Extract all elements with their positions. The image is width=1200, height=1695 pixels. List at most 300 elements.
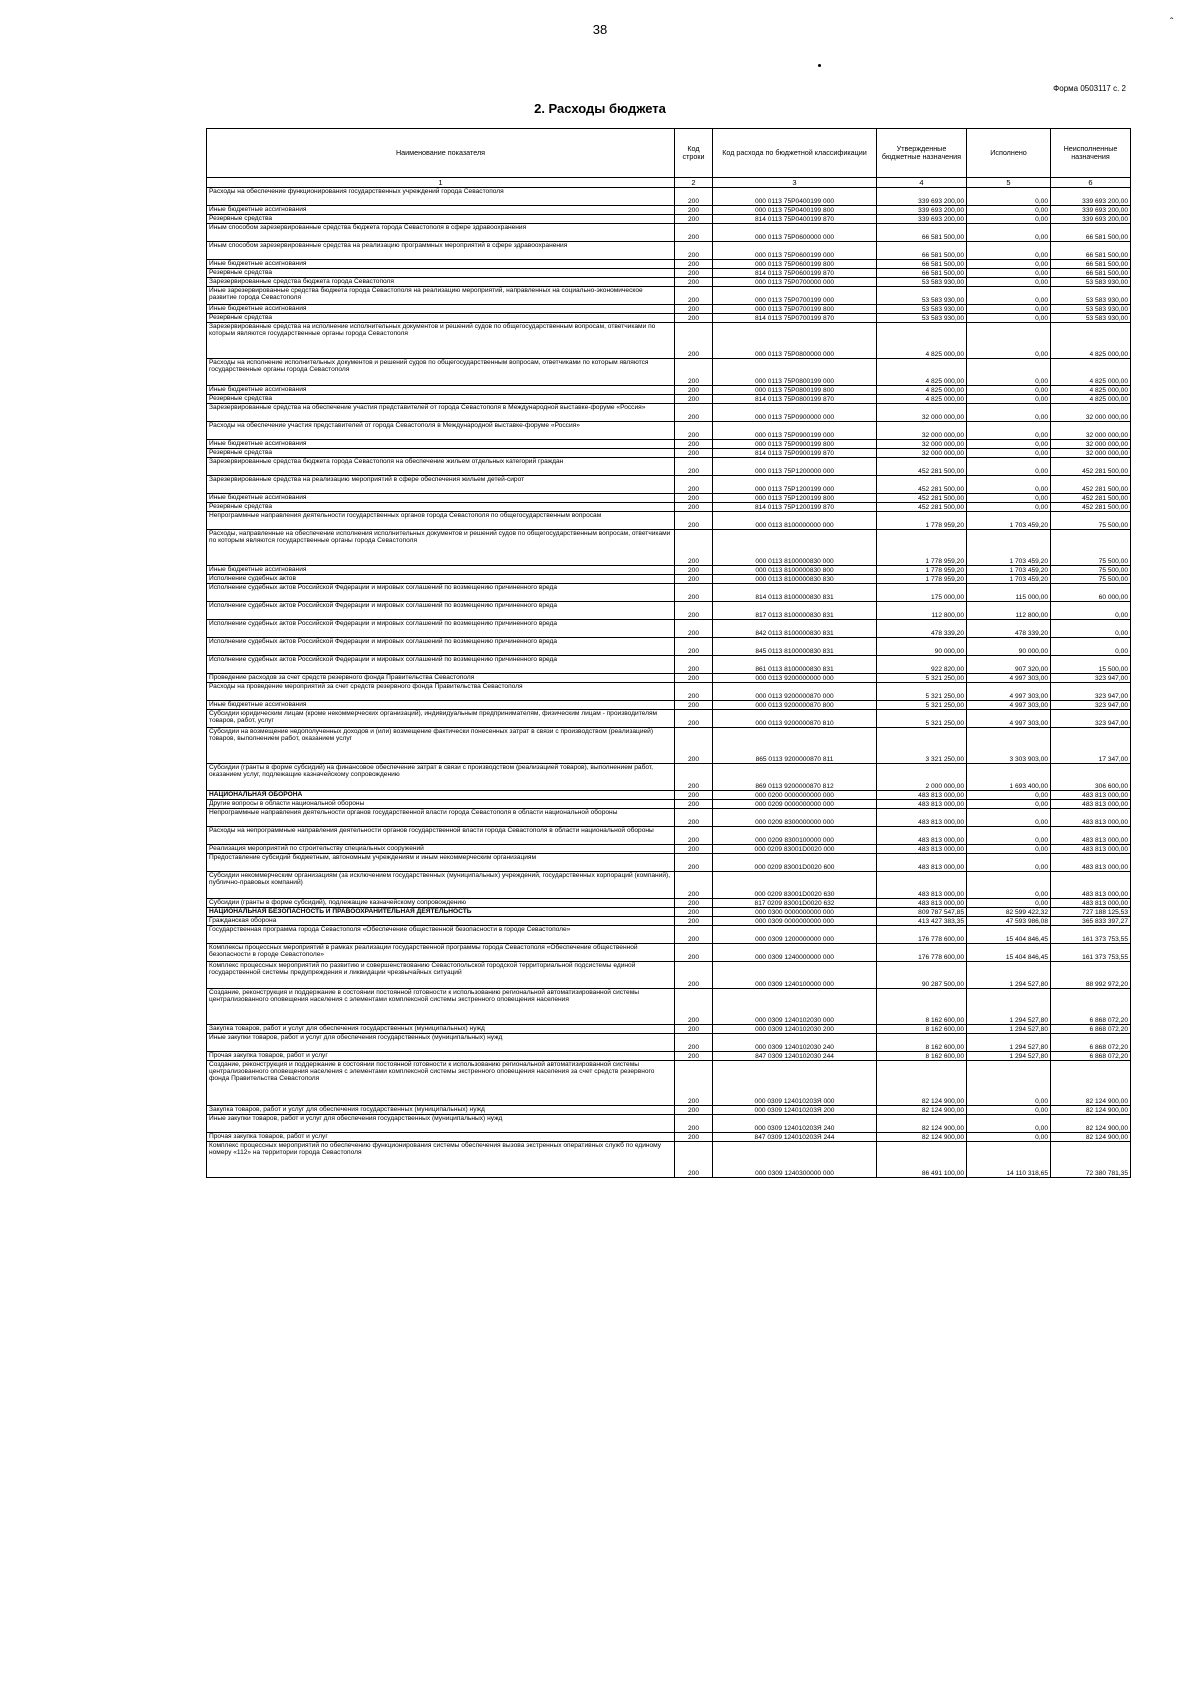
table-cell-line: 200: [675, 503, 713, 512]
table-cell-unexecuted: 339 693 200,00: [1051, 215, 1131, 224]
table-cell-code: 817 0209 83001D0020 632: [713, 899, 877, 908]
table-cell-code: 000 0113 9200000870 800: [713, 701, 877, 710]
table-cell-executed: 0,00: [967, 269, 1051, 278]
table-cell-approved: 339 693 200,00: [877, 188, 967, 206]
table-cell-name: Резервные средства: [207, 503, 675, 512]
table-cell-code: 000 0113 75Р0800000 000: [713, 323, 877, 359]
expenditure-table: [206, 128, 1131, 1178]
table-cell-line: 200: [675, 188, 713, 206]
table-cell-approved: 809 787 547,85: [877, 908, 967, 917]
table-row: [207, 638, 1131, 656]
table-cell-name: Исполнение судебных актов Российской Федерации и мировых соглашений по возмещению причиненного вреда: [207, 584, 675, 602]
table-cell-executed: 14 110 318,65: [967, 1142, 1051, 1178]
table-cell-unexecuted: 0,00: [1051, 620, 1131, 638]
table-row: [207, 395, 1131, 404]
table-cell-unexecuted: 339 693 200,00: [1051, 206, 1131, 215]
table-cell-unexecuted: 66 581 500,00: [1051, 242, 1131, 260]
table-row: [207, 440, 1131, 449]
table-cell-unexecuted: 4 825 000,00: [1051, 386, 1131, 395]
table-cell-approved: 4 825 000,00: [877, 395, 967, 404]
table-cell-code: 000 0113 75Р0700199 800: [713, 305, 877, 314]
table-cell-executed: 0,00: [967, 899, 1051, 908]
table-cell-approved: 82 124 900,00: [877, 1115, 967, 1133]
table-cell-unexecuted: 0,00: [1051, 602, 1131, 620]
table-cell-executed: 0,00: [967, 260, 1051, 269]
table-cell-code: 000 0113 75Р0900000 000: [713, 404, 877, 422]
table-cell-code: 869 0113 9200000870 812: [713, 764, 877, 791]
table-cell-name: Иные закупки товаров, работ и услуг для обеспечения государственных (муниципальных) нужд: [207, 1034, 675, 1052]
table-row: [207, 827, 1131, 845]
header-approved: Утвержденные бюджетные назначения: [877, 129, 967, 178]
table-cell-name: Проведение расходов за счет средств резервного фонда Правительства Севастополя: [207, 674, 675, 683]
column-number: 6: [1051, 178, 1131, 188]
table-cell-name: Закупка товаров, работ и услуг для обеспечения государственных (муниципальных) нужд: [207, 1025, 675, 1034]
table-row: [207, 908, 1131, 917]
table-cell-line: 200: [675, 458, 713, 476]
table-cell-name: Иные бюджетные ассигнования: [207, 440, 675, 449]
table-cell-unexecuted: 60 000,00: [1051, 584, 1131, 602]
table-cell-code: 817 0113 8100000830 831: [713, 602, 877, 620]
table-cell-code: 000 0113 75Р0600000 000: [713, 224, 877, 242]
table-cell-approved: 4 825 000,00: [877, 359, 967, 386]
table-cell-name: Иные бюджетные ассигнования: [207, 701, 675, 710]
table-cell-executed: 1 294 527,80: [967, 1034, 1051, 1052]
table-cell-unexecuted: 339 693 200,00: [1051, 188, 1131, 206]
table-row: [207, 458, 1131, 476]
table-cell-approved: 1 778 959,20: [877, 530, 967, 566]
table-cell-line: 200: [675, 620, 713, 638]
table-row: [207, 620, 1131, 638]
column-number: 3: [713, 178, 877, 188]
table-cell-code: 847 0309 124010203Я 244: [713, 1133, 877, 1142]
table-cell-code: 814 0113 75Р0600199 870: [713, 269, 877, 278]
table-cell-unexecuted: 483 813 000,00: [1051, 800, 1131, 809]
table-cell-executed: 4 997 303,00: [967, 701, 1051, 710]
table-cell-name: Иные закупки товаров, работ и услуг для обеспечения государственных (муниципальных) нужд: [207, 1115, 675, 1133]
table-cell-line: 200: [675, 278, 713, 287]
table-cell-unexecuted: 161 373 753,55: [1051, 944, 1131, 962]
table-cell-unexecuted: 53 583 930,00: [1051, 287, 1131, 305]
table-cell-code: 000 0113 75Р0400199 000: [713, 188, 877, 206]
table-cell-code: 000 0113 8100000830 830: [713, 575, 877, 584]
table-cell-name: Предоставление субсидий бюджетным, автономным учреждениям и иным некоммерческим организациям: [207, 854, 675, 872]
table-row: [207, 323, 1131, 359]
table-row: [207, 926, 1131, 944]
table-cell-code: 000 0209 8300000000 000: [713, 809, 877, 827]
table-cell-executed: 0,00: [967, 845, 1051, 854]
table-cell-name: Расходы на обеспечение функционирования государственных учреждений города Севастополя: [207, 188, 675, 206]
table-cell-executed: 0,00: [967, 440, 1051, 449]
table-cell-line: 200: [675, 215, 713, 224]
table-cell-code: 000 0209 83001D0020 630: [713, 872, 877, 899]
table-row: [207, 512, 1131, 530]
table-cell-line: 200: [675, 260, 713, 269]
table-row: [207, 503, 1131, 512]
table-cell-unexecuted: 75 500,00: [1051, 512, 1131, 530]
table-cell-code: 000 0113 9200000000 000: [713, 674, 877, 683]
table-cell-unexecuted: 4 825 000,00: [1051, 323, 1131, 359]
table-cell-name: Расходы, направленные на обеспечение исполнения исполнительных документов и решений судов по общегосударственным вопросам, ответчиками по которым являются государственные органы города Севастополя: [207, 530, 675, 566]
table-cell-line: 200: [675, 224, 713, 242]
table-cell-line: 200: [675, 476, 713, 494]
table-cell-line: 200: [675, 575, 713, 584]
table-cell-executed: 1 703 459,20: [967, 530, 1051, 566]
table-cell-code: 000 0309 1240102030 200: [713, 1025, 877, 1034]
table-cell-executed: 0,00: [967, 503, 1051, 512]
table-cell-executed: 0,00: [967, 476, 1051, 494]
table-cell-name: Иным способом зарезервированные средства на реализацию программных мероприятий в сфере здравоохранения: [207, 242, 675, 260]
table-cell-unexecuted: 75 500,00: [1051, 575, 1131, 584]
table-cell-unexecuted: 32 000 000,00: [1051, 449, 1131, 458]
table-cell-unexecuted: 483 813 000,00: [1051, 854, 1131, 872]
table-cell-approved: 90 287 500,00: [877, 962, 967, 989]
table-row: [207, 530, 1131, 566]
table-cell-executed: 112 800,00: [967, 602, 1051, 620]
table-cell-unexecuted: 88 992 972,20: [1051, 962, 1131, 989]
table-cell-code: 814 0113 75Р0800199 870: [713, 395, 877, 404]
table-cell-unexecuted: 66 581 500,00: [1051, 260, 1131, 269]
table-cell-unexecuted: 483 813 000,00: [1051, 827, 1131, 845]
table-cell-unexecuted: 53 583 930,00: [1051, 305, 1131, 314]
table-cell-unexecuted: 32 000 000,00: [1051, 440, 1131, 449]
table-cell-name: Резервные средства: [207, 269, 675, 278]
table-row: [207, 728, 1131, 764]
table-cell-unexecuted: 72 380 781,35: [1051, 1142, 1131, 1178]
table-cell-unexecuted: 6 868 072,20: [1051, 989, 1131, 1025]
table-cell-unexecuted: 32 000 000,00: [1051, 422, 1131, 440]
table-cell-line: 200: [675, 917, 713, 926]
table-cell-unexecuted: 323 947,00: [1051, 674, 1131, 683]
table-cell-executed: 0,00: [967, 278, 1051, 287]
table-cell-line: 200: [675, 827, 713, 845]
table-cell-executed: 0,00: [967, 422, 1051, 440]
table-cell-unexecuted: 483 813 000,00: [1051, 845, 1131, 854]
table-cell-line: 200: [675, 440, 713, 449]
table-cell-code: 000 0113 75Р1200199 800: [713, 494, 877, 503]
table-cell-approved: 483 813 000,00: [877, 800, 967, 809]
table-cell-unexecuted: 323 947,00: [1051, 683, 1131, 701]
table-cell-code: 000 0309 0000000000 000: [713, 917, 877, 926]
table-cell-executed: 0,00: [967, 188, 1051, 206]
table-cell-line: 200: [675, 638, 713, 656]
table-cell-unexecuted: 4 825 000,00: [1051, 359, 1131, 386]
table-cell-line: 200: [675, 395, 713, 404]
table-cell-name: Резервные средства: [207, 215, 675, 224]
table-cell-code: 000 0209 83001D0020 600: [713, 854, 877, 872]
table-row: [207, 944, 1131, 962]
table-cell-line: 200: [675, 764, 713, 791]
table-row: [207, 359, 1131, 386]
table-cell-line: 200: [675, 674, 713, 683]
table-cell-code: 000 0113 75Р0800199 000: [713, 359, 877, 386]
table-cell-executed: 0,00: [967, 449, 1051, 458]
table-cell-name: Зарезервированные средства бюджета города Севастополя на обеспечение жильем отдельных категорий граждан: [207, 458, 675, 476]
table-cell-line: 200: [675, 449, 713, 458]
table-row: [207, 989, 1131, 1025]
table-cell-executed: 115 000,00: [967, 584, 1051, 602]
table-cell-executed: 3 303 903,00: [967, 728, 1051, 764]
table-cell-unexecuted: 483 813 000,00: [1051, 809, 1131, 827]
column-number: 1: [207, 178, 675, 188]
table-cell-executed: 0,00: [967, 458, 1051, 476]
table-cell-code: 000 0113 9200000870 000: [713, 683, 877, 701]
table-cell-approved: 452 281 500,00: [877, 503, 967, 512]
table-cell-line: 200: [675, 944, 713, 962]
table-cell-name: Иные зарезервированные средства бюджета города Севастополя на реализацию мероприятий, направленных на социально-экономическое развитие города Севастополя: [207, 287, 675, 305]
table-cell-name: Исполнение судебных актов Российской Федерации и мировых соглашений по возмещению причиненного вреда: [207, 602, 675, 620]
table-cell-unexecuted: 82 124 900,00: [1051, 1061, 1131, 1106]
table-cell-executed: 0,00: [967, 395, 1051, 404]
table-cell-executed: 47 593 986,08: [967, 917, 1051, 926]
table-cell-code: 845 0113 8100000830 831: [713, 638, 877, 656]
table-cell-approved: 339 693 200,00: [877, 206, 967, 215]
table-cell-line: 200: [675, 206, 713, 215]
table-cell-line: 200: [675, 1052, 713, 1061]
table-row: [207, 764, 1131, 791]
table-cell-unexecuted: 323 947,00: [1051, 701, 1131, 710]
table-cell-code: 000 0309 1240300000 000: [713, 1142, 877, 1178]
table-cell-line: 200: [675, 323, 713, 359]
table-cell-code: 000 0113 75Р0600199 800: [713, 260, 877, 269]
table-cell-line: 200: [675, 1061, 713, 1106]
table-cell-name: Другие вопросы в области национальной обороны: [207, 800, 675, 809]
table-cell-approved: 483 813 000,00: [877, 854, 967, 872]
table-cell-unexecuted: 6 868 072,20: [1051, 1034, 1131, 1052]
table-cell-code: 000 0209 8300100000 000: [713, 827, 877, 845]
table-row: [207, 269, 1131, 278]
table-cell-line: 200: [675, 314, 713, 323]
table-cell-executed: 0,00: [967, 305, 1051, 314]
table-row: [207, 404, 1131, 422]
table-row: [207, 575, 1131, 584]
table-row: [207, 584, 1131, 602]
table-cell-name: Субсидии на возмещение недополученных доходов и (или) возмещение фактически понесенных затрат в связи с производством (реализацией) товаров, выполнением работ, оказанием услуг: [207, 728, 675, 764]
table-cell-line: 200: [675, 1142, 713, 1178]
table-row: [207, 674, 1131, 683]
table-cell-unexecuted: 452 281 500,00: [1051, 458, 1131, 476]
table-cell-name: Создание, реконструкция и поддержание в состоянии постоянной готовности к использованию региональной автоматизированной системы централизованного оповещения населения с элементами комплексной системы экстренного оповещения населения: [207, 989, 675, 1025]
header-executed: Исполнено: [967, 129, 1051, 178]
table-cell-executed: 0,00: [967, 1106, 1051, 1115]
table-cell-unexecuted: 483 813 000,00: [1051, 791, 1131, 800]
table-cell-executed: 0,00: [967, 206, 1051, 215]
table-cell-line: 200: [675, 908, 713, 917]
table-row: [207, 215, 1131, 224]
table-cell-name: Зарезервированные средства на обеспечение участия представителей от города Севастополя в Международной выставке-форуме «Россия»: [207, 404, 675, 422]
table-cell-name: Закупка товаров, работ и услуг для обеспечения государственных (муниципальных) нужд: [207, 1106, 675, 1115]
table-cell-executed: 0,00: [967, 359, 1051, 386]
table-cell-line: 200: [675, 422, 713, 440]
table-row: [207, 494, 1131, 503]
table-cell-executed: 1 693 400,00: [967, 764, 1051, 791]
table-row: [207, 791, 1131, 800]
table-cell-code: 000 0113 75Р0900199 800: [713, 440, 877, 449]
table-cell-name: НАЦИОНАЛЬНАЯ ОБОРОНА: [207, 791, 675, 800]
table-cell-name: Иные бюджетные ассигнования: [207, 386, 675, 395]
table-cell-name: Иные бюджетные ассигнования: [207, 566, 675, 575]
table-cell-approved: 452 281 500,00: [877, 476, 967, 494]
table-cell-code: 000 0309 1240100000 000: [713, 962, 877, 989]
table-cell-code: 861 0113 8100000830 831: [713, 656, 877, 674]
table-row: [207, 899, 1131, 908]
table-cell-name: Субсидии некоммерческим организациям (за исключением государственных (муниципальных) учреждений, государственных корпораций (компаний), публично-правовых компаний): [207, 872, 675, 899]
table-cell-name: Государственная программа города Севастополя «Обеспечение общественной безопасности в городе Севастополе»: [207, 926, 675, 944]
scan-dot: [818, 64, 821, 67]
table-cell-executed: 0,00: [967, 1061, 1051, 1106]
table-cell-executed: 0,00: [967, 242, 1051, 260]
table-cell-approved: 90 000,00: [877, 638, 967, 656]
table-cell-executed: 0,00: [967, 1115, 1051, 1133]
table-cell-approved: 1 778 959,20: [877, 512, 967, 530]
table-cell-line: 200: [675, 1133, 713, 1142]
table-cell-line: 200: [675, 854, 713, 872]
table-cell-line: 200: [675, 404, 713, 422]
table-cell-approved: 483 813 000,00: [877, 872, 967, 899]
table-cell-line: 200: [675, 566, 713, 575]
table-cell-code: 814 0113 8100000830 831: [713, 584, 877, 602]
table-cell-approved: 478 339,20: [877, 620, 967, 638]
table-cell-name: Гражданская оборона: [207, 917, 675, 926]
table-row: [207, 701, 1131, 710]
table-cell-code: 000 0309 1240102030 240: [713, 1034, 877, 1052]
table-cell-approved: 452 281 500,00: [877, 458, 967, 476]
table-cell-line: 200: [675, 584, 713, 602]
table-cell-code: 865 0113 9200000870 811: [713, 728, 877, 764]
table-cell-approved: 8 162 600,00: [877, 989, 967, 1025]
table-cell-name: Иные бюджетные ассигнования: [207, 260, 675, 269]
table-cell-unexecuted: 75 500,00: [1051, 530, 1131, 566]
table-cell-executed: 15 404 846,45: [967, 926, 1051, 944]
table-cell-name: Комплексы процессных мероприятий в рамках реализации государственной программы города Севастополя «Обеспечение общественной безопасности в городе Севастополе»: [207, 944, 675, 962]
table-cell-approved: 82 124 900,00: [877, 1133, 967, 1142]
table-row: [207, 1061, 1131, 1106]
table-cell-approved: 82 124 900,00: [877, 1061, 967, 1106]
table-cell-code: 000 0309 1240000000 000: [713, 944, 877, 962]
table-cell-approved: 32 000 000,00: [877, 449, 967, 458]
table-cell-unexecuted: 66 581 500,00: [1051, 269, 1131, 278]
table-cell-name: Расходы на непрограммные направления деятельности органов государственной власти города Севастополя в области национальной обороны: [207, 827, 675, 845]
table-cell-approved: 66 581 500,00: [877, 260, 967, 269]
table-row: [207, 854, 1131, 872]
table-cell-code: 000 0113 9200000870 810: [713, 710, 877, 728]
table-cell-name: Иные бюджетные ассигнования: [207, 206, 675, 215]
table-cell-code: 814 0113 75Р0400199 870: [713, 215, 877, 224]
table-row: [207, 1052, 1131, 1061]
table-cell-code: 000 0113 75Р1200000 000: [713, 458, 877, 476]
table-cell-executed: 82 599 422,32: [967, 908, 1051, 917]
table-cell-approved: 32 000 000,00: [877, 440, 967, 449]
column-number: 5: [967, 178, 1051, 188]
table-cell-approved: 3 321 250,00: [877, 728, 967, 764]
table-cell-unexecuted: 365 833 397,27: [1051, 917, 1131, 926]
table-body: [207, 188, 1131, 1178]
table-cell-line: 200: [675, 359, 713, 386]
column-number-row: [207, 178, 1131, 188]
table-cell-line: 200: [675, 791, 713, 800]
table-cell-unexecuted: 4 825 000,00: [1051, 395, 1131, 404]
table-cell-approved: 112 800,00: [877, 602, 967, 620]
table-row: [207, 1115, 1131, 1133]
table-row: [207, 287, 1131, 305]
table-cell-name: Исполнение судебных актов Российской Федерации и мировых соглашений по возмещению причиненного вреда: [207, 656, 675, 674]
table-row: [207, 656, 1131, 674]
table-cell-code: 847 0309 1240102030 244: [713, 1052, 877, 1061]
table-cell-code: 000 0113 75Р0700199 000: [713, 287, 877, 305]
table-cell-unexecuted: 483 813 000,00: [1051, 872, 1131, 899]
table-cell-line: 200: [675, 494, 713, 503]
table-cell-approved: 452 281 500,00: [877, 494, 967, 503]
table-cell-unexecuted: 53 583 930,00: [1051, 314, 1131, 323]
table-cell-unexecuted: 75 500,00: [1051, 566, 1131, 575]
table-cell-executed: 1 703 459,20: [967, 575, 1051, 584]
table-cell-line: 200: [675, 926, 713, 944]
table-cell-code: 000 0113 8100000830 800: [713, 566, 877, 575]
table-cell-name: Иные бюджетные ассигнования: [207, 494, 675, 503]
table-cell-approved: 483 813 000,00: [877, 791, 967, 800]
table-cell-name: Исполнение судебных актов Российской Федерации и мировых соглашений по возмещению причиненного вреда: [207, 638, 675, 656]
table-cell-approved: 53 583 930,00: [877, 305, 967, 314]
table-cell-line: 200: [675, 872, 713, 899]
table-cell-code: 000 0113 75Р0400199 800: [713, 206, 877, 215]
table-cell-unexecuted: 53 583 930,00: [1051, 278, 1131, 287]
table-cell-line: 200: [675, 800, 713, 809]
table-cell-name: Субсидии юридическим лицам (кроме некоммерческих организаций), индивидуальным предпринимателям, физическим лицам - производителям товаров, работ, услуг: [207, 710, 675, 728]
table-cell-name: НАЦИОНАЛЬНАЯ БЕЗОПАСНОСТЬ И ПРАВООХРАНИТЕЛЬНАЯ ДЕЯТЕЛЬНОСТЬ: [207, 908, 675, 917]
table-cell-approved: 5 321 250,00: [877, 683, 967, 701]
table-cell-line: 200: [675, 1115, 713, 1133]
header-line: Код строки: [675, 129, 713, 178]
table-row: [207, 683, 1131, 701]
table-cell-code: 000 0309 124010203Я 000: [713, 1061, 877, 1106]
table-cell-executed: 1 703 459,20: [967, 512, 1051, 530]
table-cell-approved: 82 124 900,00: [877, 1106, 967, 1115]
table-cell-line: 200: [675, 530, 713, 566]
table-cell-unexecuted: 452 281 500,00: [1051, 476, 1131, 494]
table-cell-name: Прочая закупка товаров, работ и услуг: [207, 1052, 675, 1061]
table-cell-code: 000 0309 1240102030 000: [713, 989, 877, 1025]
table-cell-approved: 8 162 600,00: [877, 1052, 967, 1061]
table-row: [207, 386, 1131, 395]
table-cell-name: Иные бюджетные ассигнования: [207, 305, 675, 314]
table-cell-name: Иным способом зарезервированные средства бюджета города Севастополя в сфере здравоохранения: [207, 224, 675, 242]
table-row: [207, 422, 1131, 440]
table-cell-approved: 8 162 600,00: [877, 1025, 967, 1034]
table-cell-line: 200: [675, 989, 713, 1025]
table-cell-name: Резервные средства: [207, 395, 675, 404]
header-name: Наименование показателя: [207, 129, 675, 178]
table-row: [207, 449, 1131, 458]
table-cell-executed: 4 997 303,00: [967, 674, 1051, 683]
table-cell-name: Резервные средства: [207, 314, 675, 323]
table-cell-executed: 0,00: [967, 215, 1051, 224]
table-cell-name: Непрограммные направления деятельности органов государственной власти города Севастополя в области национальной обороны: [207, 809, 675, 827]
table-cell-name: Расходы на проведение мероприятий за счет средств резервного фонда Правительства Севастополя: [207, 683, 675, 701]
table-cell-approved: 483 813 000,00: [877, 899, 967, 908]
table-cell-code: 000 0113 75Р0800199 800: [713, 386, 877, 395]
table-row: [207, 872, 1131, 899]
table-cell-line: 200: [675, 1025, 713, 1034]
table-cell-executed: 0,00: [967, 404, 1051, 422]
table-cell-code: 000 0300 0000000000 000: [713, 908, 877, 917]
table-cell-approved: 53 583 930,00: [877, 278, 967, 287]
table-cell-unexecuted: 323 947,00: [1051, 710, 1131, 728]
table-row: [207, 566, 1131, 575]
table-cell-code: 000 0113 8100000830 000: [713, 530, 877, 566]
table-row: [207, 1133, 1131, 1142]
table-cell-executed: 0,00: [967, 494, 1051, 503]
table-cell-approved: 483 813 000,00: [877, 845, 967, 854]
header-row: [207, 129, 1131, 178]
